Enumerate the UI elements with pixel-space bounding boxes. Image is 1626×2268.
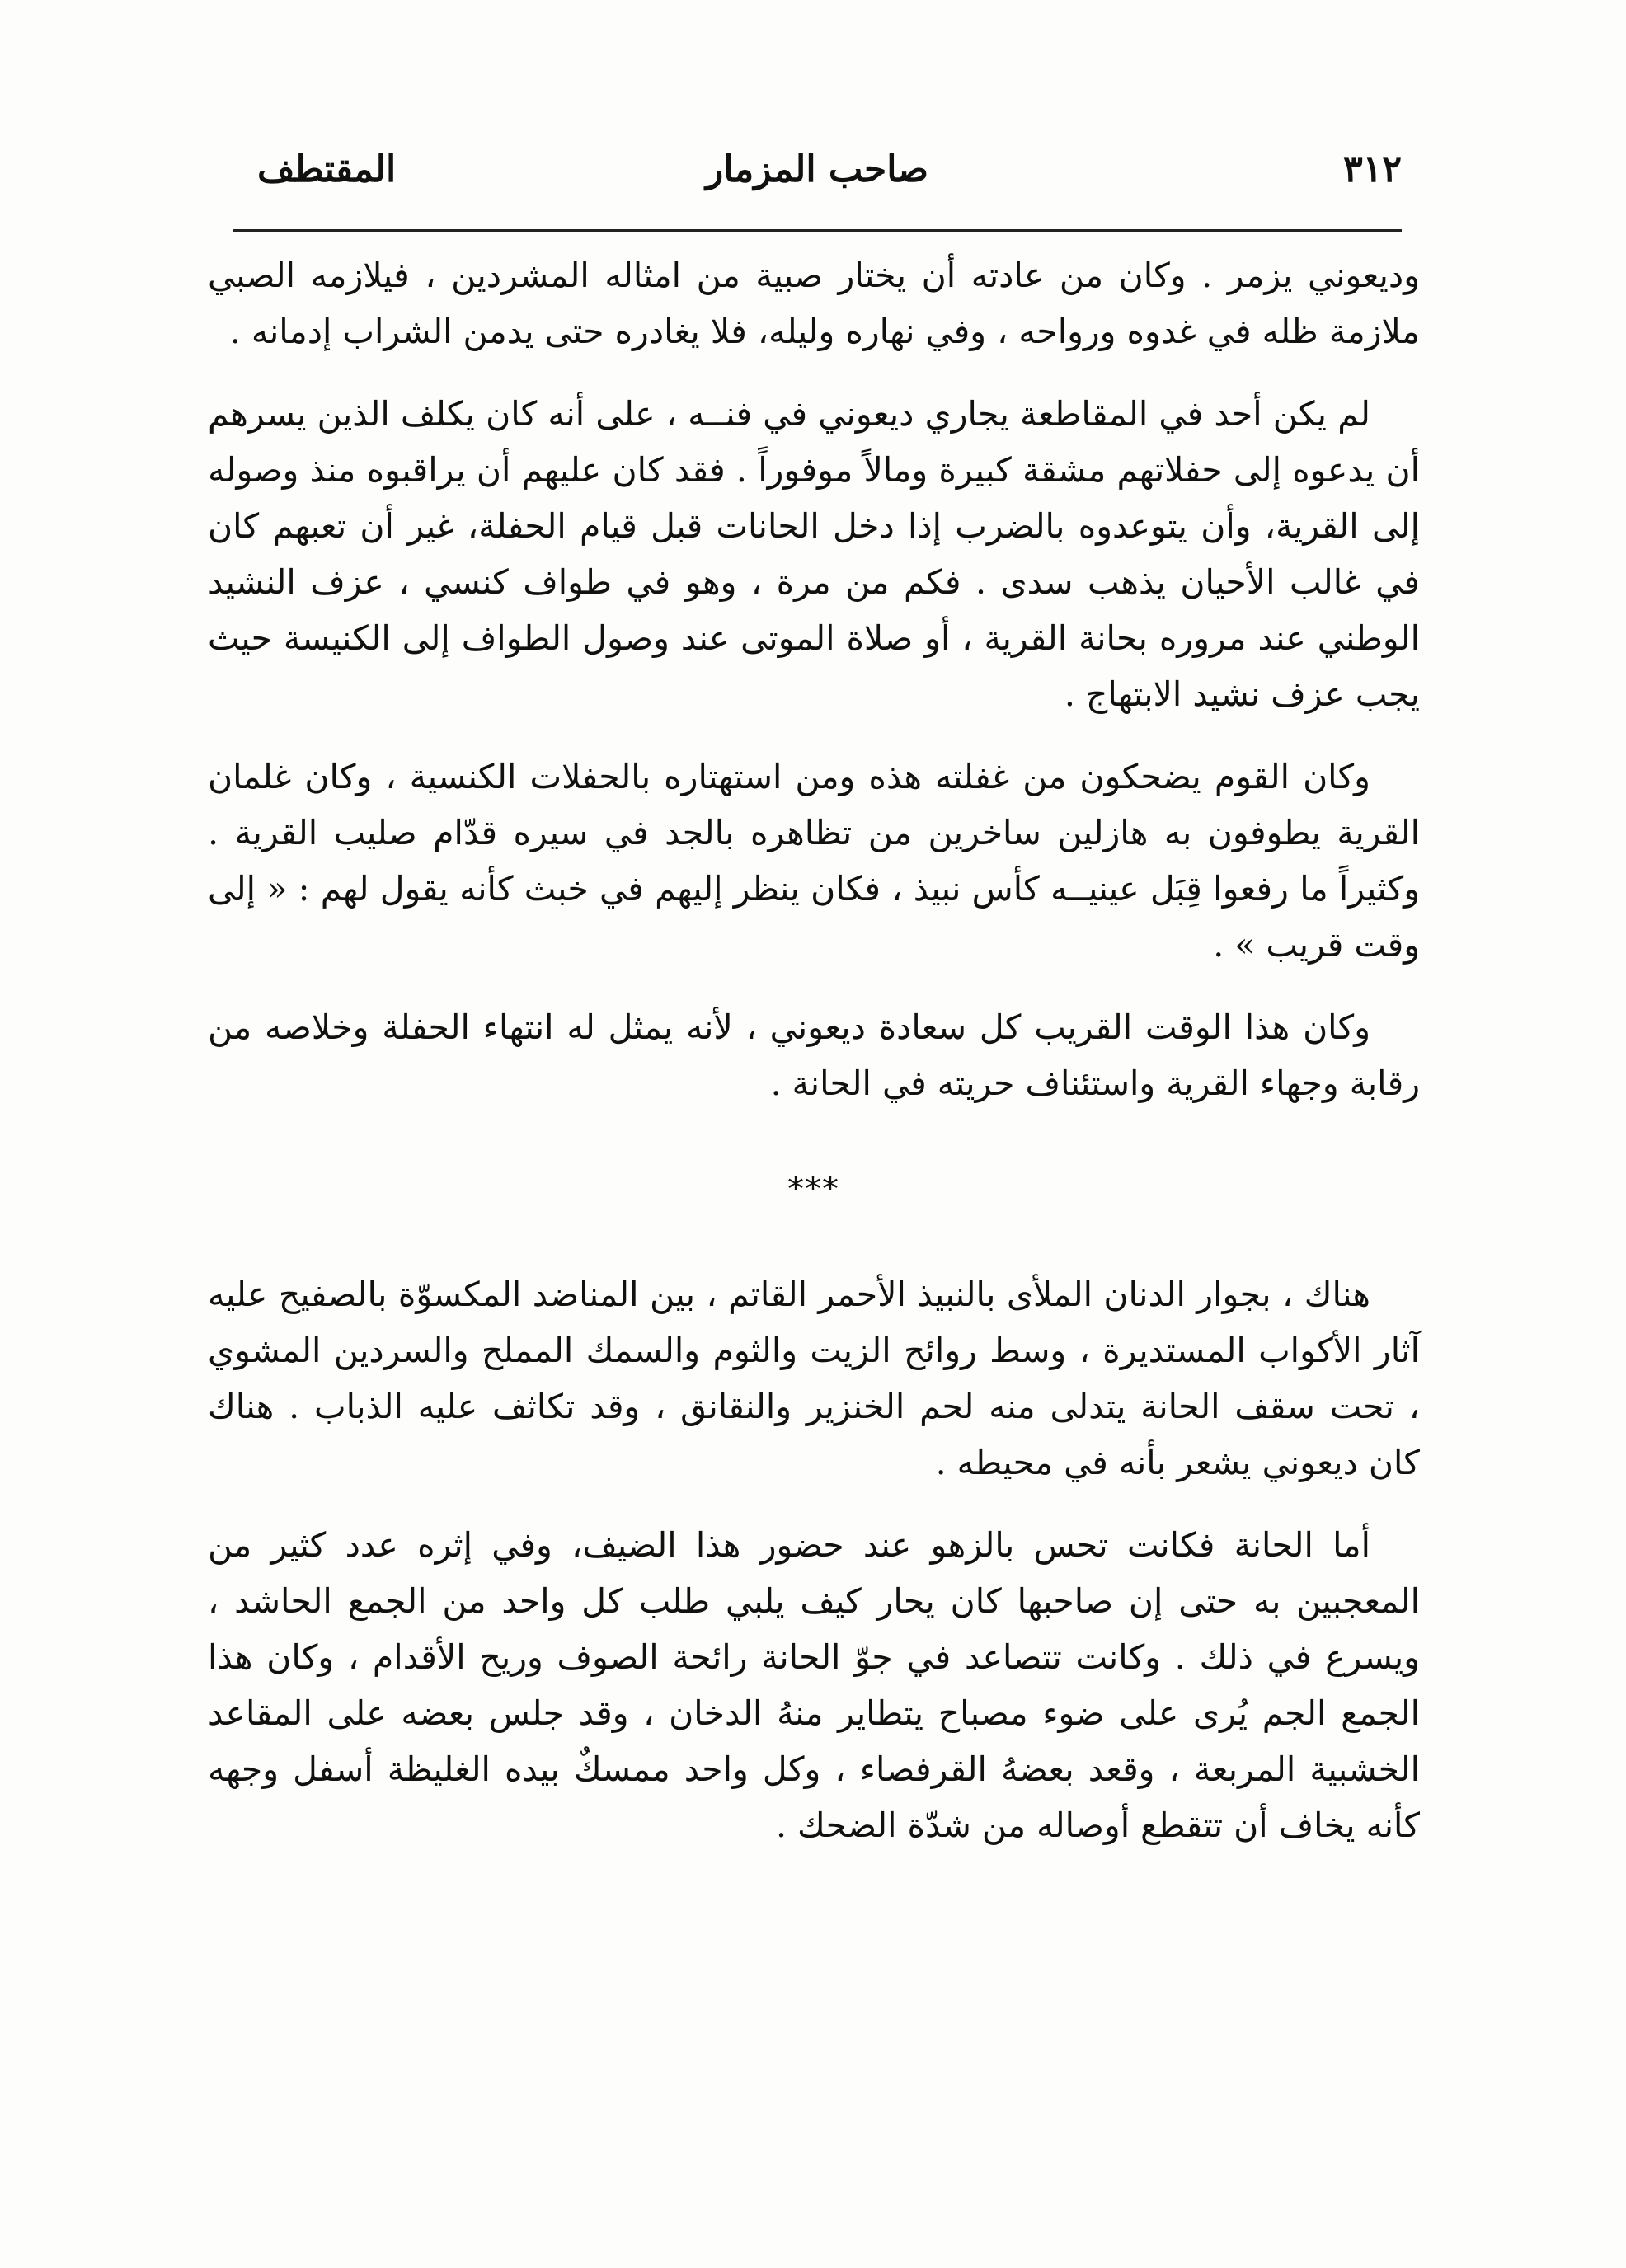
paragraph: وديعوني يزمر . وكان من عادته أن يختار صبية من امثاله المشردين ، فيلازمه الصبي ملازمة ظله في غدوه ورواحه ، وفي نهاره وليله، فلا يغادره حتى يدمن الشراب إدمانه .: [208, 256, 1420, 351]
paragraph: وكان هذا الوقت القريب كل سعادة ديعوني ، لأنه يمثل له انتهاء الحفلة وخلاصه من رقابة وجهاء القرية واستئناف حريته في الحانة .: [208, 1007, 1420, 1103]
journal-name: المقتطف: [257, 148, 397, 190]
paragraph: وكان القوم يضحكون من غفلته هذه ومن استهتاره بالحفلات الكنسية ، وكان غلمان القرية يطوفون به هازلين ساخرين من تظاهره بالجد في سيره قدّام صليب القرية . وكثيراً ما رفعوا قِبَل عينيــه كأس نبيذ ، فكان ينظر إليهم في خبث كأنه يقول لهم : « إلى وقت قريب » .: [208, 757, 1420, 965]
page-number: ٣١٢: [1343, 148, 1402, 190]
paragraph: هناك ، بجوار الدنان الملأى بالنبيذ الأحمر القاتم ، بين المناضد المكسوّة بالصفيح عليه آثار الأكواب المستديرة ، وسط روائح الزيت والثوم والسمك المملح والسردين المشوي ، تحت سقف الحانة يتدلى منه لحم الخنزير والنقانق ، وقد تكاثف عليه الذباب . هناك كان ديعوني يشعر بأنه في محيطه .: [208, 1275, 1420, 1482]
section-divider: ***: [787, 1171, 840, 1207]
running-header: [233, 140, 1402, 206]
article-body: [208, 247, 1420, 1880]
paragraph: أما الحانة فكانت تحس بالزهو عند حضور هذا الضيف، وفي إثره عدد كثير من المعجبين به حتى إن صاحبها كان يحار كيف يلبي طلب كل واحد من الجمع الحاشد ، ويسرع في ذلك . وكانت تتصاعد في جوّ الحانة رائحة الصوف وريح الأقدام ، وكان هذا الجمع الجم يُرى على ضوء مصباح يتطاير منهُ الدخان ، وقد جلس بعضه على المقاعد الخشبية المربعة ، وقعد بعضهُ القرفصاء ، وكل واحد ممسكٌ بيده الغليظة أسفل وجهه كأنه يخاف أن تتقطع أوصاله من شدّة الضحك .: [208, 1525, 1420, 1845]
header-rule: [233, 229, 1402, 232]
article-title: صاحب المزمار: [705, 148, 929, 190]
paragraph: لم يكن أحد في المقاطعة يجاري ديعوني في فنــه ، على أنه كان يكلف الذين يسرهم أن يدعوه إلى حفلاتهم مشقة كبيرة ومالاً موفوراً . فقد كان عليهم أن يراقبوه منذ وصوله إلى القرية، وأن يتوعدوه بالضرب إذا دخل الحانات قبل قيام الحفلة، غير أن تعبهم كان في غالب الأحيان يذهب سدى . فكم من مرة ، وهو في طواف كنسي ، عزف النشيد الوطني عند مروره بحانة القرية ، أو صلاة الموتى عند وصول الطواف إلى الكنيسة حيث يجب عزف نشيد الابتهاج .: [208, 394, 1420, 714]
